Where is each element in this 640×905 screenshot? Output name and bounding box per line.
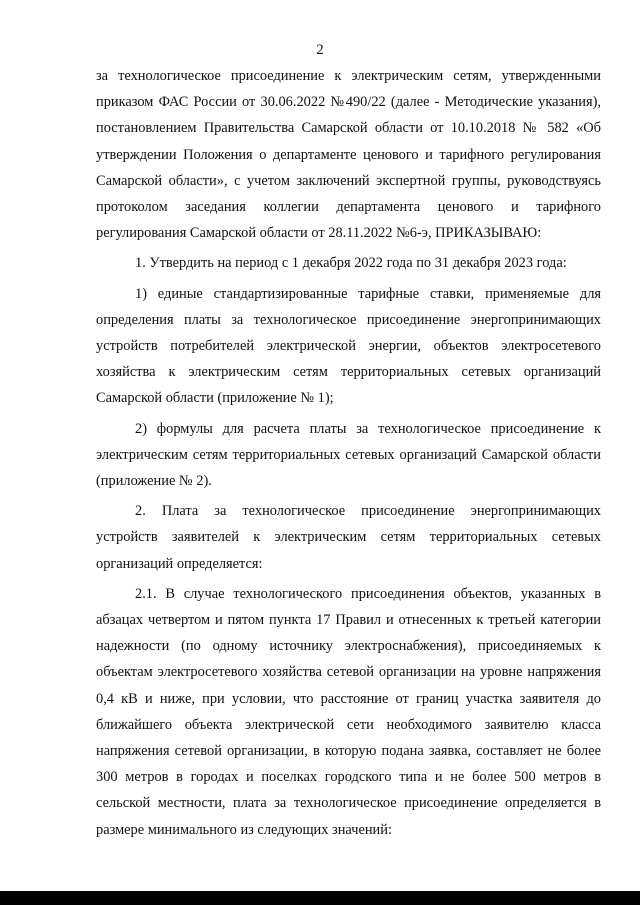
- paragraph-subitem-1-1: 1) единые стандартизированные тарифные ставки, применяемые для определения платы за технологическое присоединение энергопринимающих устройств потребителей электрической энергии, объектов электросетевого хозяйства к электрическим сетям территориальных сетевых организаций Самарской области (приложение № 1);: [96, 285, 601, 407]
- paragraph-item-2-1: 2.1. В случае технологического присоединения объектов, указанных в абзацах четвертом и пятом пункта 17 Правил и отнесенных к третьей категории надежности (по одному источнику электроснабжения), присоединяемых к объектам электросетевого хозяйства сетевой организации на уровне напряжения 0,4 кВ и ниже, при условии, что расстояние от границ участка заявителя до ближайшего объекта электрической сети необходимого заявителю класса напряжения сетевой организации, в которую подана заявка, составляет не более 300 метров в городах и поселках городского типа и не более 500 метров в сельской местности, плата за технологическое присоединение определяется в размере минимального из следующих значений:: [96, 585, 601, 838]
- paragraph-item-2: 2. Плата за технологическое присоединение энергопринимающих устройств заявителей к электрическим сетям территориальных сетевых организаций определяется:: [96, 503, 601, 572]
- paragraph-item-1: 1. Утвердить на период с 1 декабря 2022 года по 31 декабря 2023 года:: [135, 255, 567, 272]
- paragraph-subitem-1-2: 2) формулы для расчета платы за технологическое присоединение к электрическим сетям территориальных сетевых организаций Самарской области (приложение № 2).: [96, 420, 601, 490]
- document-body: [96, 63, 601, 847]
- page-number: 2: [316, 42, 324, 58]
- paragraph-intro-continuation: за технологическое присоединение к электрическим сетям, утвержденными приказом ФАС России от 30.06.2022 №490/22 (далее - Методические указания), постановлением Правительства Самарской области от 10.10.2018 № 582 «Об утверждении Положения о департаменте ценового и тарифного регулирования Самарской области», с учетом заключений экспертной группы, руководствуясь протоколом заседания коллегии департамента ценового и тарифного регулирования Самарской области от 28.11.2022 №6-э, ПРИКАЗЫВАЮ:: [96, 68, 601, 242]
- scan-bottom-edge: [0, 891, 640, 905]
